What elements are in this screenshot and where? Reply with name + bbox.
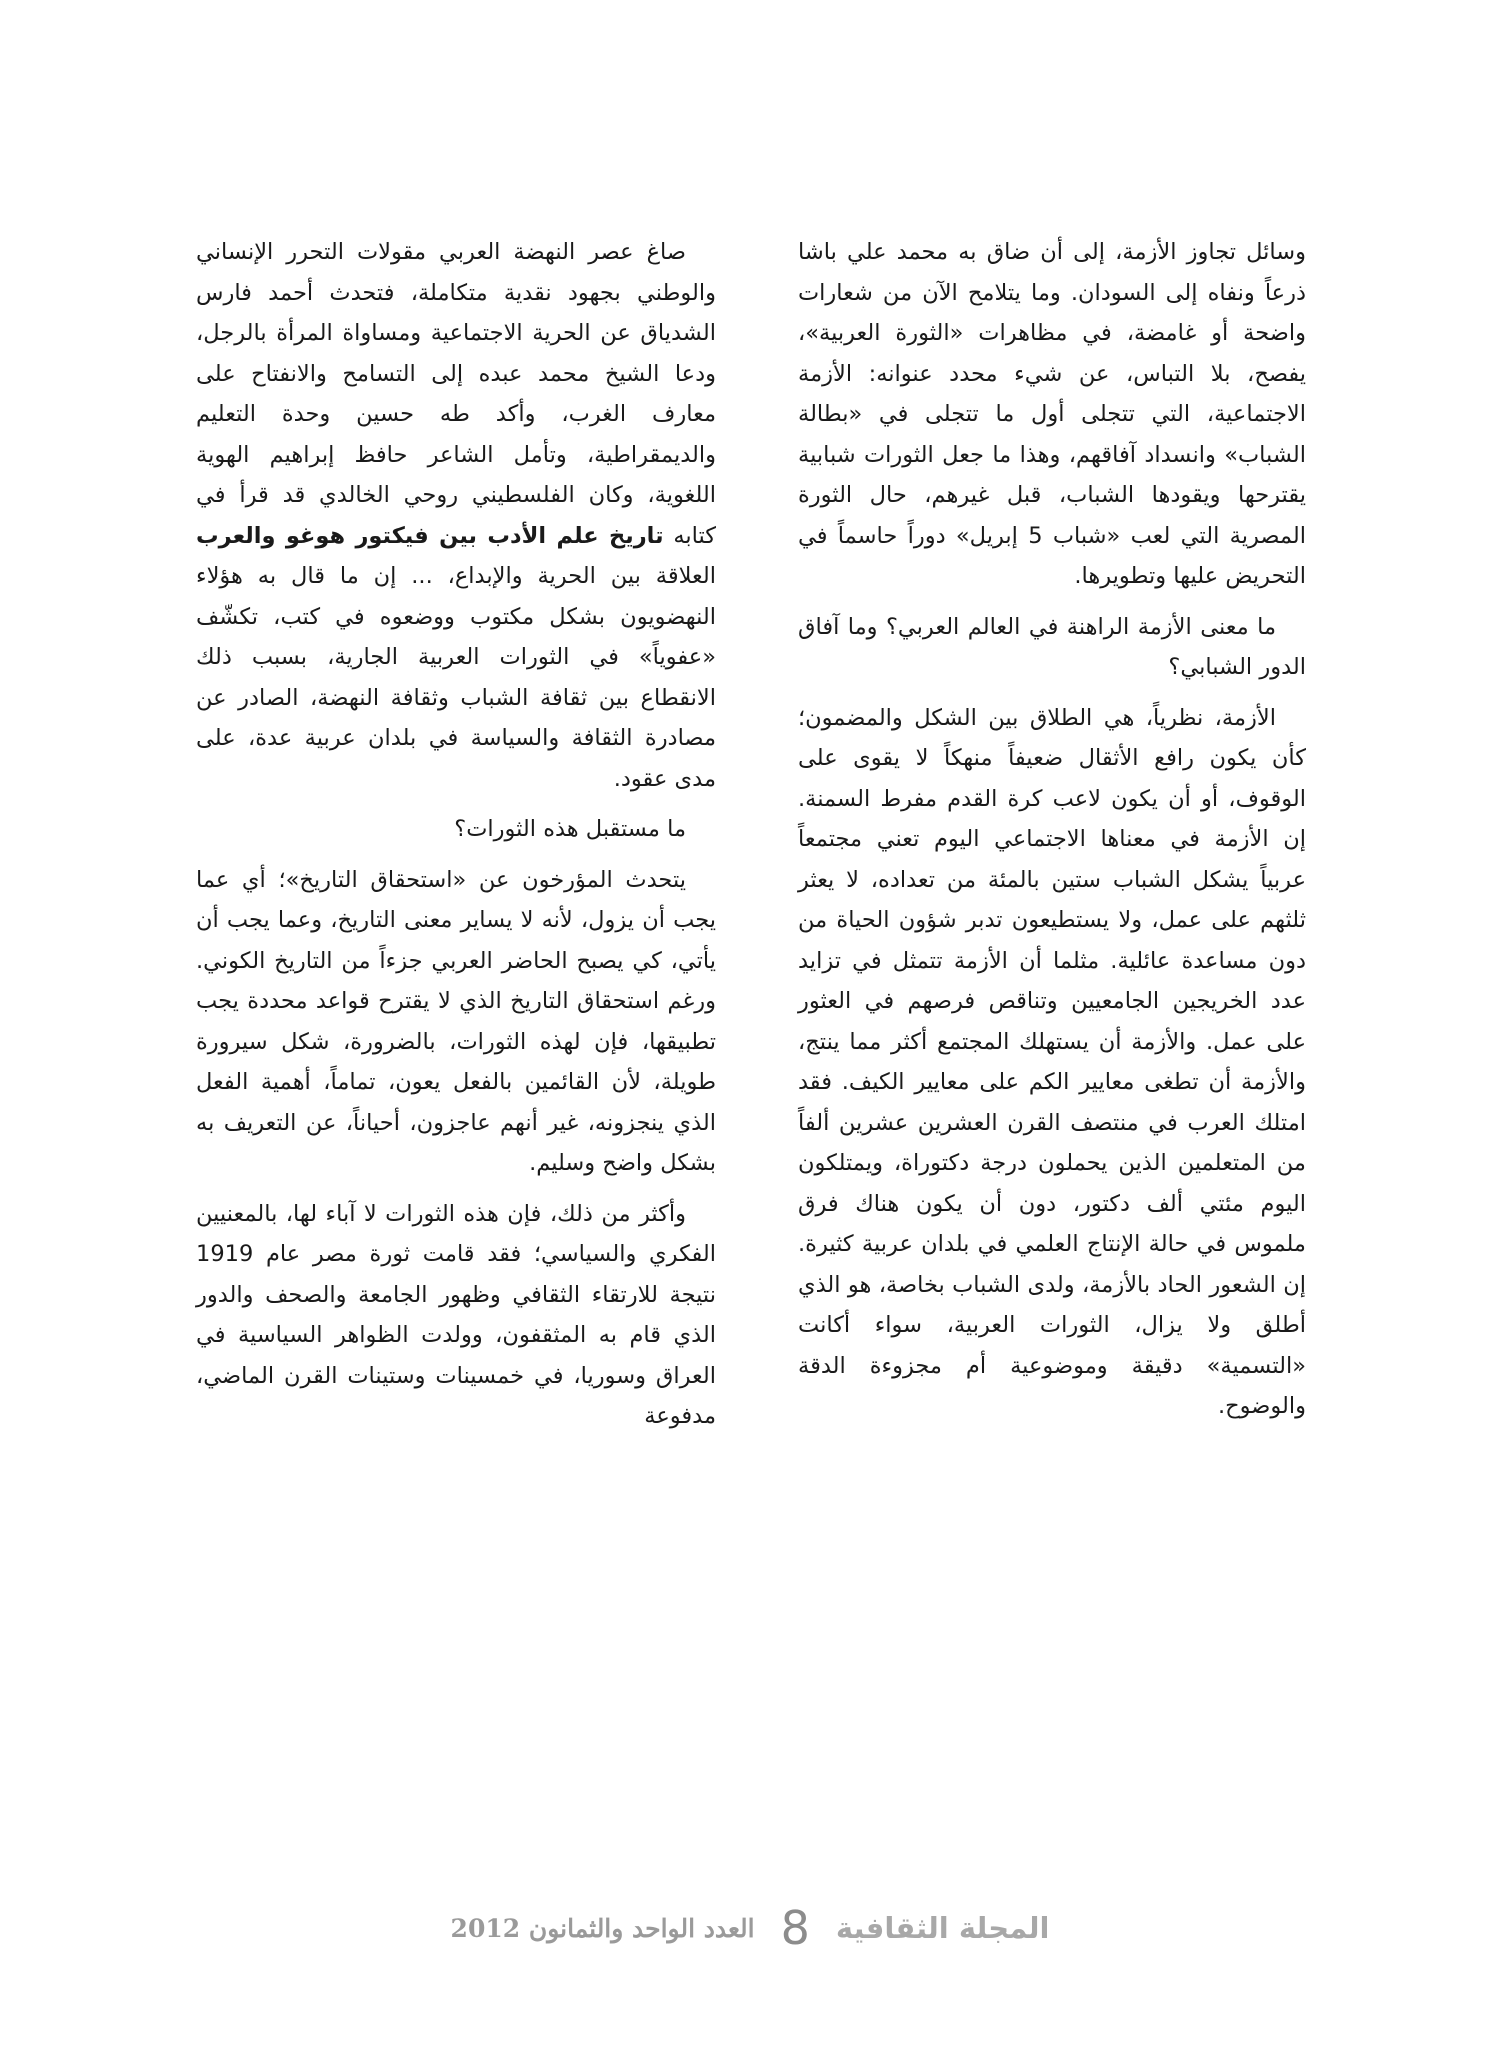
page-number: 8	[780, 1901, 810, 1955]
article-paragraph: يتحدث المؤرخون عن «استحقاق التاريخ»؛ أي عما يجب أن يزول، لأنه لا يساير معنى التاريخ، وعما يجب أن يأتي، كي يصبح الحاضر العربي جزءاً من التاريخ الكوني. ورغم استحقاق التاريخ الذي لا يقترح قواعد محددة يجب تطبيقها، فإن لهذه الثورات، بالضرورة، شكل سيرورة طويلة، لأن القائمين بالفعل يعون، تماماً، أهمية الفعل الذي ينجزونه، غير أنهم عاجزون، أحياناً، عن التعريف به بشكل واضح وسليم.	[196, 866, 716, 1176]
left-text-column	[196, 232, 716, 1447]
right-text-column	[798, 232, 1306, 1437]
article-paragraph: وأكثر من ذلك، فإن هذه الثورات لا آباء لها، بالمعنيين الفكري والسياسي؛ فقد قامت ثورة مصر عام 1919 نتيجة للارتقاء الثقافي وظهور الجامعة والصحف والدور الذي قام به المثقفون، وولدت الظواهر السياسية في العراق وسوريا، في خمسينات وستينات القرن الماضي، مدفوعة	[196, 1200, 716, 1429]
magazine-name: المجلة الثقافية	[835, 1911, 1050, 1945]
article-paragraph: الأزمة، نظرياً، هي الطلاق بين الشكل والمضمون؛ كأن يكون رافع الأثقال ضعيفاً منهكاً لا يقوى على الوقوف، أو أن يكون لاعب كرة القدم مفرط السمنة. إن الأزمة في معناها الاجتماعي اليوم تعني مجتمعاً عربياً يشكل الشباب ستين بالمئة من تعداده، لا يعثر ثلثهم على عمل، ولا يستطيعون تدبر شؤون الحياة من دون مساعدة عائلية. مثلما أن الأزمة تتمثل في تزايد عدد الخريجين الجامعيين وتناقص فرصهم في العثور على عمل. والأزمة أن يستهلك المجتمع أكثر مما ينتج، والأزمة أن تطغى معايير الكم على معايير الكيف. فقد امتلك العرب في منتصف القرن العشرين عشرين ألفاً من المتعلمين الذين يحملون درجة دكتوراة، ويمتلكون اليوم مئتي ألف دكتور، دون أن يكون هناك فرق ملموس في حالة الإنتاج العلمي في بلدان عربية كثيرة. إن الشعور الحاد بالأزمة، ولدى الشباب بخاصة، هو الذي أطلق ولا يزال، الثورات العربية، سواء أكانت «التسمية» دقيقة وموضوعية أم مجزوءة الدقة والوضوح.	[798, 704, 1306, 1419]
section-question: ما مستقبل هذه الثورات؟	[454, 816, 686, 842]
page-footer	[420, 1903, 1080, 1953]
book-title: تاريخ علم الأدب بين فيكتور هوغو والعرب	[196, 522, 664, 549]
paragraph-text: العلاقة بين الحرية والإبداع، ... إن ما قال به هؤلاء النهضويون بشكل مكتوب ووضعوه في كتب، تكشّف «عفوياً» في الثورات العربية الجارية، بسبب ذلك الانقطاع بين ثقافة الشباب وثقافة النهضة، الصادر عن مصادرة الثقافة والسياسة في بلدان عربية عدة، على مدى عقود.	[196, 563, 716, 792]
section-question: ما معنى الأزمة الراهنة في العالم العربي؟ وما آفاق الدور الشبابي؟	[798, 613, 1306, 680]
issue-label: العدد الواحد والثمانون 2012	[450, 1913, 755, 1943]
paragraph-text: صاغ عصر النهضة العربي مقولات التحرر الإنساني والوطني بجهود نقدية متكاملة، فتحدث أحمد فارس الشدياق عن الحرية الاجتماعية ومساواة المرأة بالرجل، ودعا الشيخ محمد عبده إلى التسامح والانفتاح على معارف الغرب، وأكد طه حسين وحدة التعليم والديمقراطية، وتأمل الشاعر حافظ إبراهيم الهوية اللغوية، وكان الفلسطيني روحي الخالدي قد قرأ في كتابه	[196, 239, 716, 549]
article-paragraph: وسائل تجاوز الأزمة، إلى أن ضاق به محمد علي باشا ذرعاً ونفاه إلى السودان. وما يتلامح الآن من شعارات واضحة أو غامضة، في مظاهرات «الثورة العربية»، يفصح، بلا التباس، عن شيء محدد عنوانه: الأزمة الاجتماعية، التي تتجلى أول ما تتجلى في «بطالة الشباب» وانسداد آفاقهم، وهذا ما جعل الثورات شبابية يقترحها ويقودها الشباب، قبل غيرهم، حال الثورة المصرية التي لعب «شباب 5 إبريل» دوراً حاسماً في التحريض عليها وتطويرها.	[798, 239, 1306, 589]
article-paragraph	[196, 232, 716, 799]
